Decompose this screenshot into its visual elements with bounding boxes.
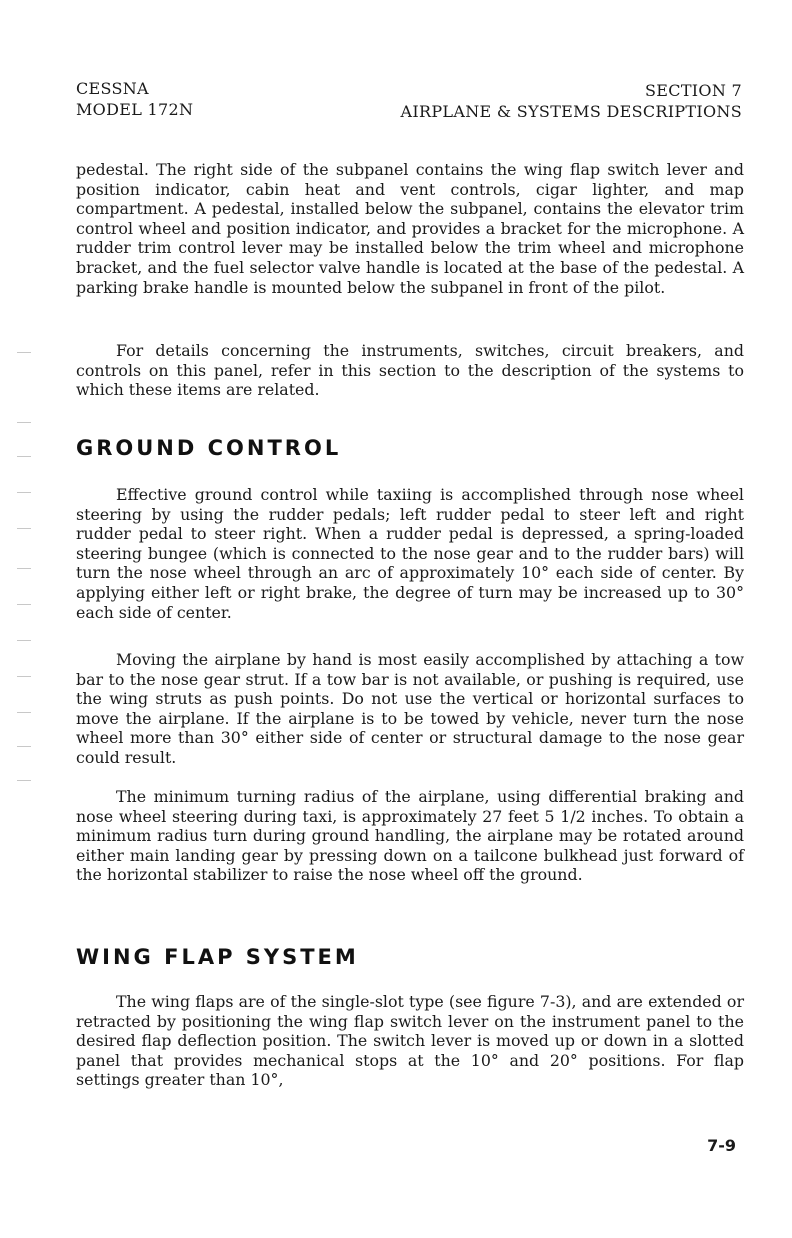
header-section: SECTION 7 — [645, 81, 742, 100]
margin-scan-mark — [17, 352, 31, 353]
paragraph-instrument-details: For details concerning the instruments, switches, circuit breakers, and controls on this panel, refer in this section to the description of the systems to which these items are related. — [76, 341, 744, 400]
margin-scan-mark — [17, 422, 31, 423]
margin-scan-mark — [17, 492, 31, 493]
heading-ground-control: GROUND CONTROL — [76, 436, 342, 460]
header-right — [401, 80, 742, 122]
paragraph-pedestal: pedestal. The right side of the subpanel contains the wing flap switch lever and position indicator, cabin heat and vent controls, cigar lighter, and map compartment. A pedestal, installed below the subpanel, contains the elevator trim control wheel and position indicator, and provides a bracket for the microphone. A rudder trim control lever may be installed below the trim wheel and microphone bracket, and the fuel selector valve handle is located at the base of the pedestal. A parking brake handle is mounted below the subpanel in front of the pilot. — [76, 160, 744, 297]
margin-scan-mark — [17, 528, 31, 529]
header-manufacturer: CESSNA — [76, 79, 149, 98]
paragraph-ground-control-turning-radius: The minimum turning radius of the airplane, using differential braking and nose wheel steering during taxi, is approximately 27 feet 5 1/2 inches. To obtain a minimum radius turn during ground handling, the airplane may be rotated around either main landing gear by pressing down on a tailcone bulkhead just forward of the horizontal stabilizer to raise the nose wheel off the ground. — [76, 787, 744, 885]
header-left — [76, 78, 193, 120]
margin-scan-mark — [17, 712, 31, 713]
header-model: MODEL 172N — [76, 100, 194, 119]
header-section-title: AIRPLANE & SYSTEMS DESCRIPTIONS — [400, 102, 742, 121]
margin-scan-mark — [17, 604, 31, 605]
margin-scan-mark — [17, 676, 31, 677]
paragraph-ground-control-towing: Moving the airplane by hand is most easily accomplished by attaching a tow bar to the nose gear strut. If a tow bar is not available, or pushing is required, use the wing struts as push points. Do not use the vertical or horizontal surfaces to move the airplane. If the airplane is to be towed by vehicle, never turn the nose wheel more than 30° either side of center or structural damage to the nose gear could result. — [76, 650, 744, 767]
margin-scan-mark — [17, 780, 31, 781]
margin-scan-mark — [17, 568, 31, 569]
heading-wing-flap-system: WING FLAP SYSTEM — [76, 945, 359, 969]
margin-scan-mark — [17, 746, 31, 747]
margin-scan-mark — [17, 456, 31, 457]
paragraph-wing-flap-system: The wing flaps are of the single-slot type (see figure 7-3), and are extended or retracted by positioning the wing flap switch lever on the instrument panel to the desired flap deflection position. The switch lever is moved up or down in a slotted panel that provides mechanical stops at the 10° and 20° positions. For flap settings greater than 10°, — [76, 992, 744, 1090]
margin-scan-mark — [17, 640, 31, 641]
paragraph-ground-control-steering: Effective ground control while taxiing is accomplished through nose wheel steering by using the rudder pedals; left rudder pedal to steer left and right rudder pedal to steer right. When a rudder pedal is depressed, a spring-loaded steering bungee (which is connected to the nose gear and to the rudder bars) will turn the nose wheel through an arc of approximately 10° each side of center. By applying either left or right brake, the degree of turn may be increased up to 30° each side of center. — [76, 485, 744, 622]
page-number: 7-9 — [707, 1136, 736, 1155]
